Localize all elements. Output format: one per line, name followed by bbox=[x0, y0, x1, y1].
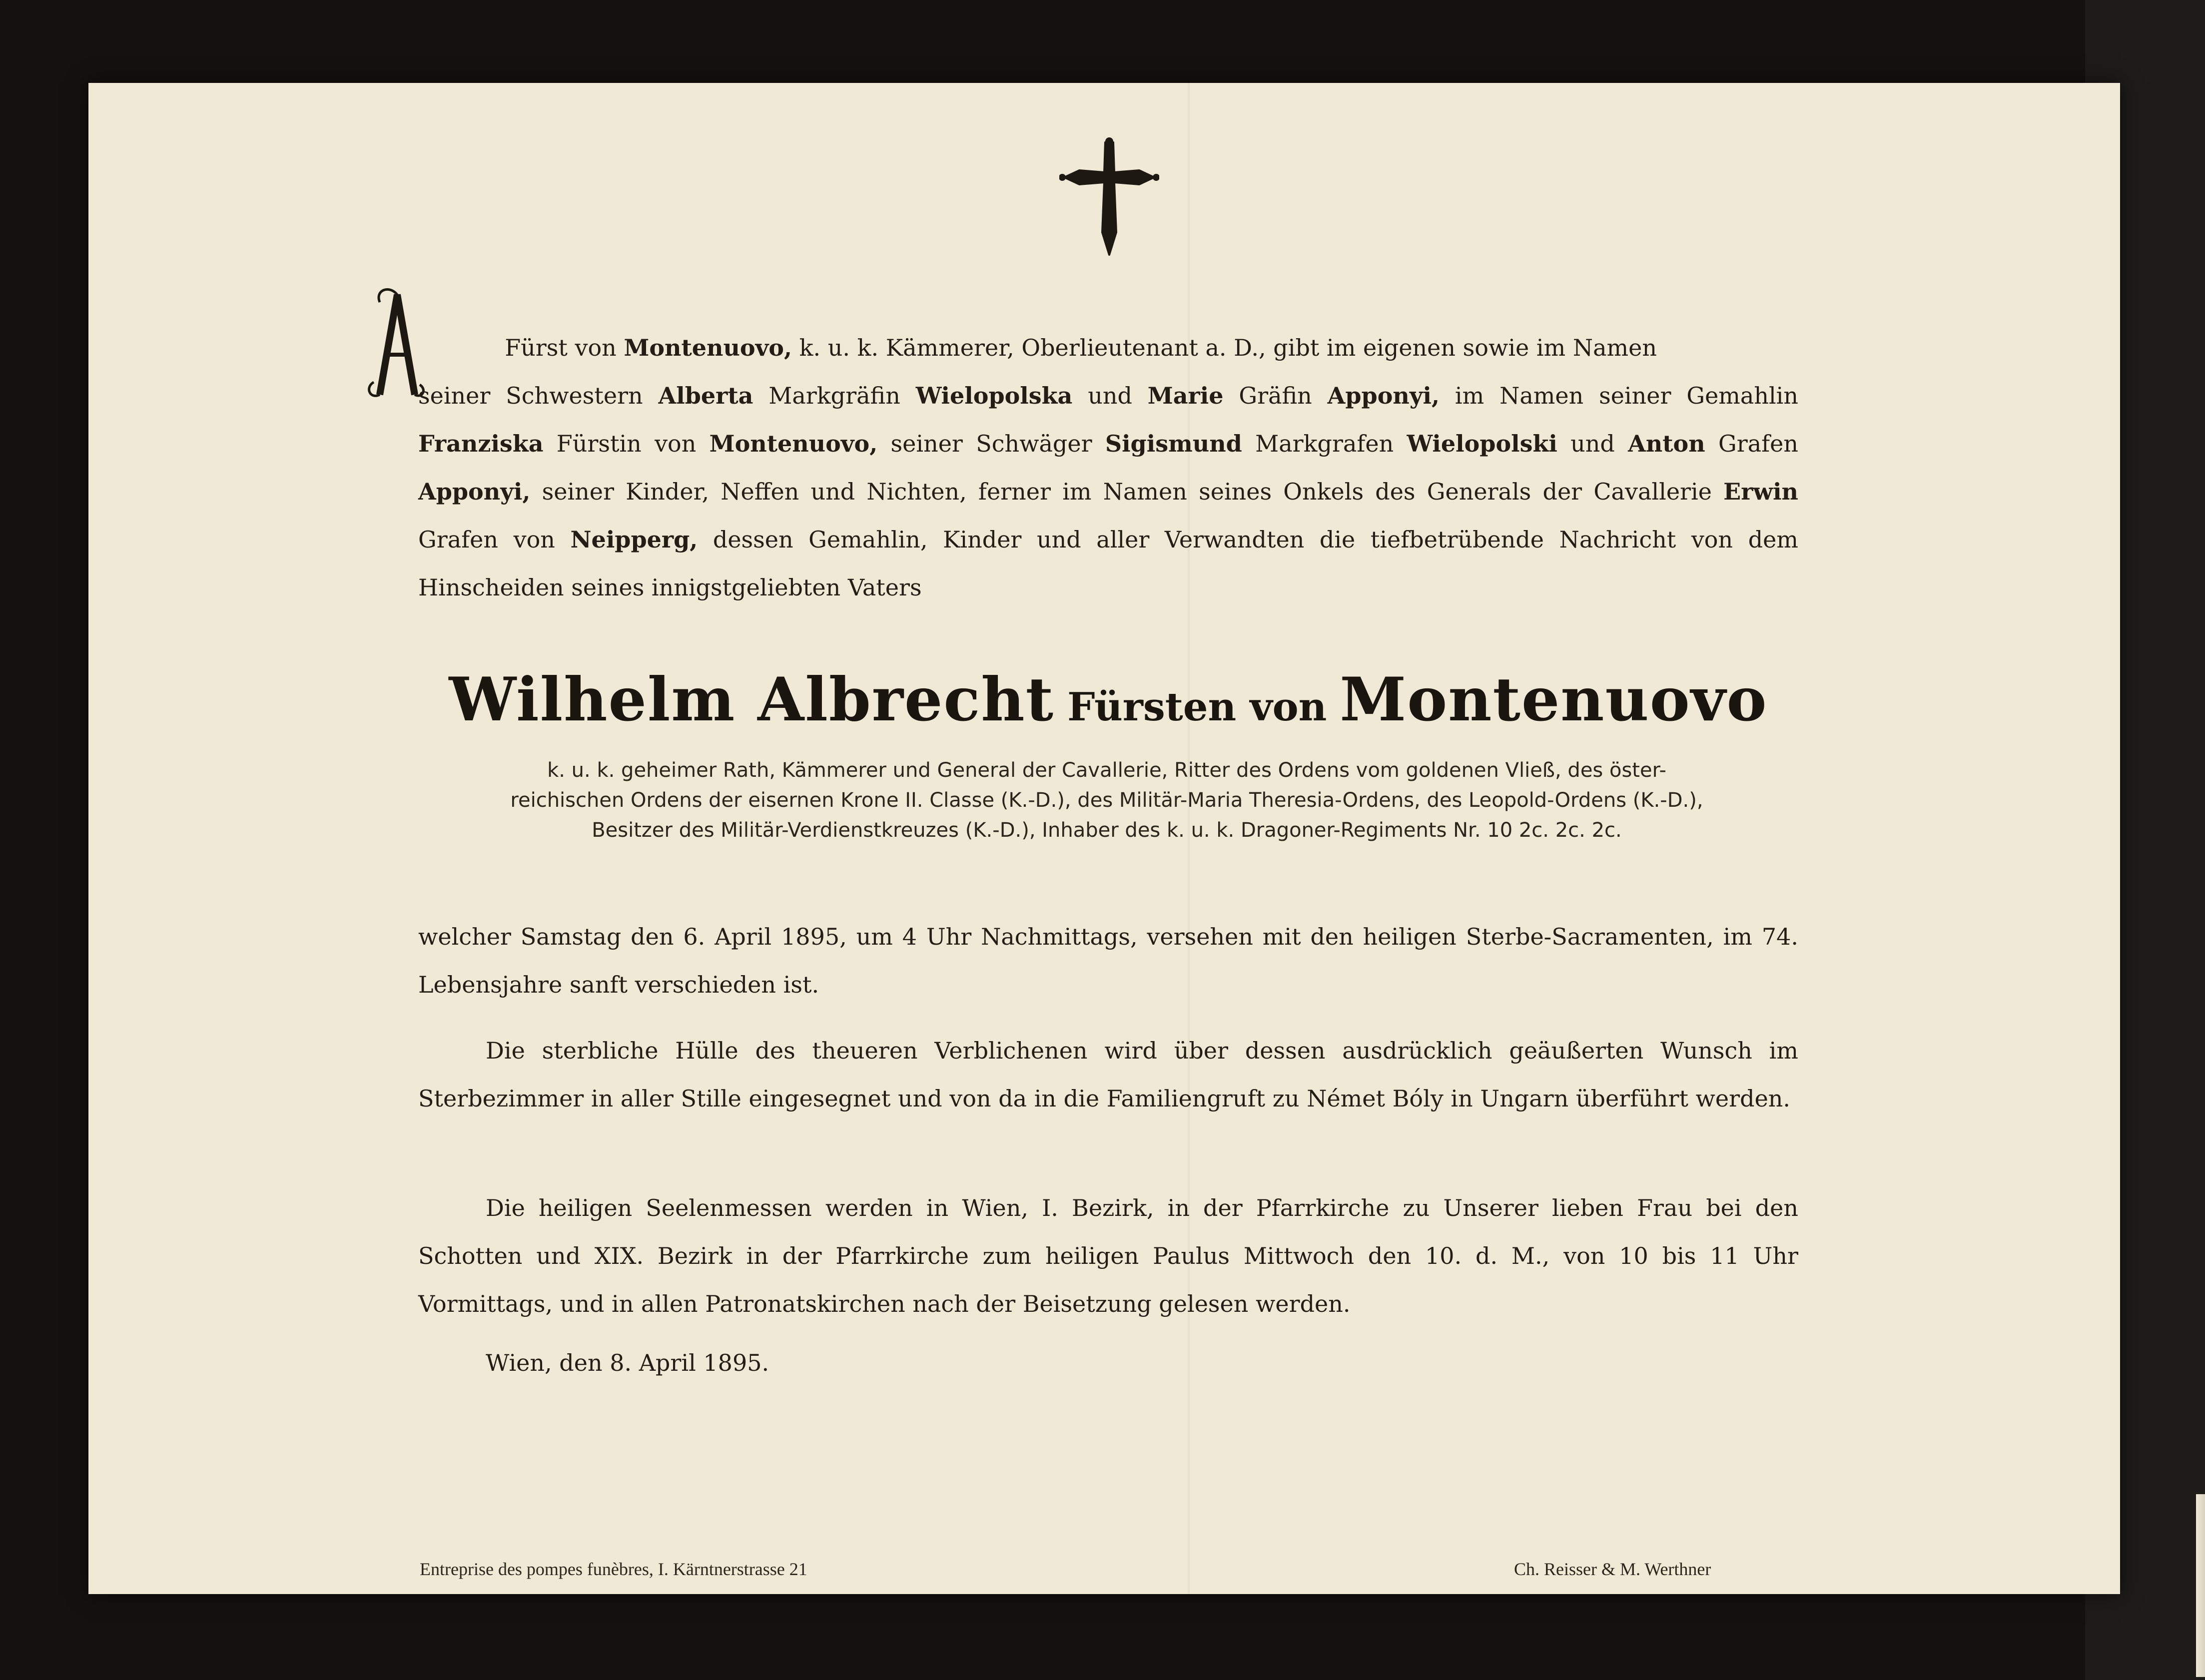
relative-name: Alberta bbox=[658, 382, 753, 409]
death-paragraph: welcher Samstag den 6. April 1895, um 4 Uhr Nachmittags, versehen mit den heiligen Sterbe-Sacramenten, im 74. Lebensjahre sanft verschieden ist. bbox=[418, 923, 1798, 998]
relative-name: Erwin bbox=[1723, 478, 1798, 505]
titles-line: reichischen Ordens der eisernen Krone II. Classe (K.-D.), des Militär-Maria Theresia-Ordens, des Leopold-Ordens (K.-D.), bbox=[510, 789, 1703, 812]
intro-text: Markgräfin bbox=[753, 382, 916, 409]
intro-text: im Namen seiner Gemahlin bbox=[1440, 382, 1799, 409]
intro-first-line bbox=[418, 324, 1798, 372]
intro-text: und bbox=[1072, 382, 1148, 409]
masses-paragraph: Die heiligen Seelenmessen werden in Wien, I. Bezirk, in der Pfarrkirche zu Unserer lieben Frau bei den Schotten und XIX. Bezirk in der Pfarrkirche zum heiligen Paulus Mittwoch den 10. d. M., von 10 bis 11 Uhr Vormittags, und in allen Patronatskirchen nach der Beisetzung gelesen werden. bbox=[418, 1194, 1798, 1317]
family-name: Montenuovo, bbox=[624, 334, 792, 361]
relative-name: Neipperg, bbox=[570, 526, 698, 553]
deceased-given-names: Wilhelm Albrecht bbox=[449, 664, 1055, 735]
relative-name: Franziska bbox=[418, 430, 544, 457]
deceased-title-word: Fürsten von bbox=[1067, 684, 1327, 730]
relative-name: Wielopolska bbox=[915, 382, 1073, 409]
burial-paragraph: Die sterbliche Hülle des theueren Verblichenen wird über dessen ausdrücklich geäußerten Wunsch im Sterbezimmer in aller Stille eingesegnet und von da in die Familiengruft zu Német Bóly in Ungarn überführt werden. bbox=[418, 1037, 1798, 1112]
intro-text: Grafen bbox=[1705, 430, 1799, 457]
intro-text: Gräfin bbox=[1223, 382, 1328, 409]
intro-text: und bbox=[1557, 430, 1628, 457]
intro-text: seiner Kinder, Neffen und Nichten, ferner im Namen seines Onkels des Generals der Cavallerie bbox=[530, 478, 1724, 505]
titles-line: Besitzer des Militär-Verdienstkreuzes (K.-D.), Inhaber des k. u. k. Dragoner-Regiments Nr. 10 2c. 2c. 2c. bbox=[592, 819, 1622, 842]
paper-torn-edge bbox=[2196, 1494, 2205, 1677]
intro-paragraph bbox=[418, 372, 1798, 611]
relative-name: Marie bbox=[1147, 382, 1224, 409]
relative-name: Apponyi, bbox=[418, 478, 531, 505]
deceased-titles bbox=[482, 755, 1731, 845]
intro-text: dessen Gemahlin, Kinder und aller Verwandten die tiefbetrübende Nachricht von dem Hinscheiden seines innigstgeliebten Vaters bbox=[418, 526, 1798, 601]
relative-name: Sigismund bbox=[1105, 430, 1242, 457]
intro-text: Fürst von bbox=[497, 334, 624, 361]
titles-line: k. u. k. geheimer Rath, Kämmerer und General der Cavallerie, Ritter des Ordens vom goldenen Vließ, des öster- bbox=[547, 759, 1666, 782]
footer-printer: Ch. Reisser & M. Werthner bbox=[1514, 1559, 1711, 1579]
deceased-family-name: Montenuovo bbox=[1340, 664, 1768, 735]
footer-undertaker: Entreprise des pompes funèbres, I. Kärntnerstrasse 21 bbox=[420, 1559, 807, 1579]
cross-icon bbox=[1059, 137, 1159, 262]
intro-text: k. u. k. Kämmerer, Oberlieutenant a. D., gibt im eigenen sowie im Namen bbox=[792, 334, 1657, 361]
intro-text: Markgrafen bbox=[1242, 430, 1407, 457]
intro-text: seiner Schwäger bbox=[877, 430, 1105, 457]
relative-name: Montenuovo, bbox=[709, 430, 878, 457]
relative-name: Wielopolski bbox=[1407, 430, 1557, 457]
intro-text: Grafen von bbox=[418, 526, 571, 553]
relative-name: Anton bbox=[1628, 430, 1705, 457]
intro-text: Fürstin von bbox=[543, 430, 710, 457]
date-line: Wien, den 8. April 1895. bbox=[486, 1349, 769, 1376]
intro-text: seiner Schwestern bbox=[418, 382, 659, 409]
deceased-name-heading bbox=[418, 664, 1798, 735]
relative-name: Apponyi, bbox=[1327, 382, 1440, 409]
